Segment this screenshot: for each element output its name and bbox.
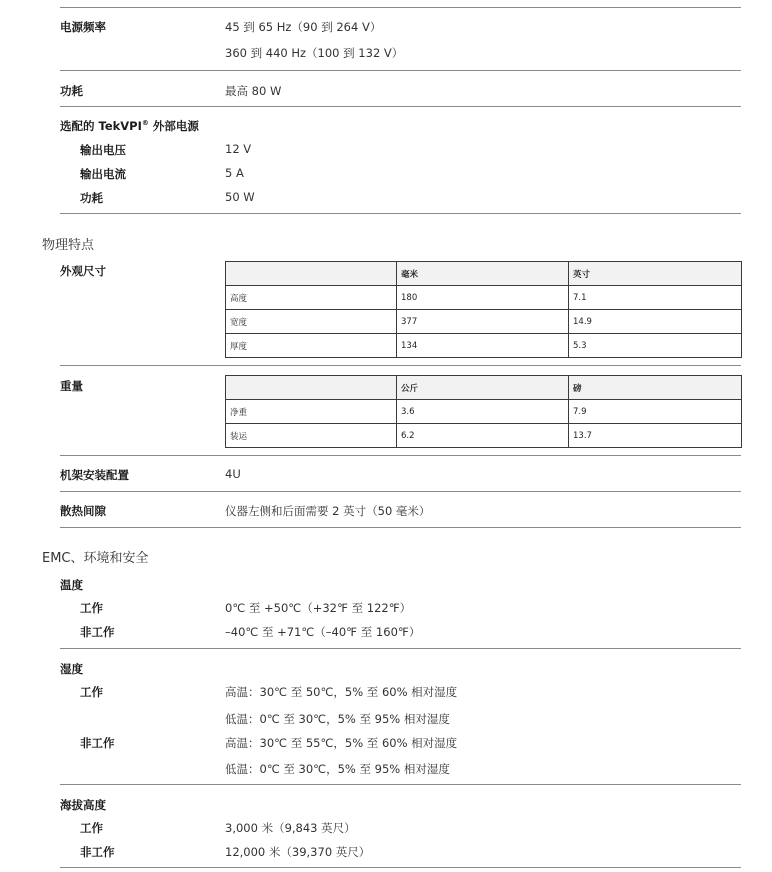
table-cell: 180 [397, 286, 569, 310]
power-frequency-value-1: 45 到 65 Hz（90 到 264 V） [225, 20, 382, 34]
table-row [226, 286, 742, 310]
table-cell: 高度 [226, 286, 397, 310]
table-header-row [226, 376, 742, 400]
hum-nonoperating-value-low: 低温：0℃ 至 30℃，5% 至 95% 相对湿度 [225, 762, 450, 776]
table-cell: 厚度 [226, 334, 397, 358]
power-frequency-label: 电源频率 [60, 20, 106, 34]
dimensions-table [225, 261, 742, 358]
alt-operating-value: 3,000 米（9,843 英尺） [225, 821, 356, 835]
table-header-cell [226, 262, 397, 286]
cooling-clearance-value: 仪器左侧和后面需要 2 英寸（50 毫米） [225, 504, 431, 518]
hum-nonoperating-label: 非工作 [80, 736, 115, 750]
table-row [226, 310, 742, 334]
table-cell: 5.3 [569, 334, 742, 358]
table-cell: 6.2 [397, 424, 569, 448]
output-current-value: 5 A [225, 166, 244, 180]
emc-heading: EMC、环境和安全 [42, 551, 149, 566]
power-consumption-label: 功耗 [60, 84, 83, 98]
output-current-label: 输出电流 [80, 167, 126, 181]
output-voltage-label: 输出电压 [80, 143, 126, 157]
alt-nonoperating-value: 12,000 米（39,370 英尺） [225, 845, 371, 859]
hum-nonoperating-value-high: 高温：30℃ 至 55℃，5% 至 60% 相对湿度 [225, 736, 458, 750]
output-voltage-value: 12 V [225, 142, 252, 156]
hum-operating-label: 工作 [80, 685, 103, 699]
power-frequency-value-2: 360 到 440 Hz（100 到 132 V） [225, 46, 404, 60]
divider [60, 455, 741, 456]
divider [60, 213, 741, 214]
table-cell: 134 [397, 334, 569, 358]
rack-config-label: 机架安装配置 [60, 468, 129, 482]
table-cell: 14.9 [569, 310, 742, 334]
temp-nonoperating-value: –40℃ 至 +71℃（–40℉ 至 160℉） [225, 625, 421, 639]
output-power-label: 功耗 [80, 191, 103, 205]
table-header-row [226, 262, 742, 286]
divider [60, 648, 741, 649]
divider [60, 527, 741, 528]
alt-operating-label: 工作 [80, 821, 103, 835]
power-consumption-value: 最高 80 W [225, 84, 282, 98]
divider [60, 7, 741, 8]
table-cell: 宽度 [226, 310, 397, 334]
altitude-label: 海拔高度 [60, 798, 106, 812]
table-header-cell: 磅 [569, 376, 742, 400]
alt-nonoperating-label: 非工作 [80, 845, 115, 859]
humidity-label: 湿度 [60, 662, 83, 676]
temp-nonoperating-label: 非工作 [80, 625, 115, 639]
divider [60, 491, 741, 492]
divider [60, 106, 741, 107]
cooling-clearance-label: 散热间隙 [60, 504, 106, 518]
table-row [226, 400, 742, 424]
tekvpi-label-suffix: 外部电源 [148, 119, 199, 133]
weight-table [225, 375, 742, 448]
hum-operating-value-low: 低温：0℃ 至 30℃，5% 至 95% 相对湿度 [225, 712, 450, 726]
table-cell: 7.1 [569, 286, 742, 310]
temp-operating-value: 0℃ 至 +50℃（+32℉ 至 122℉） [225, 601, 412, 615]
divider [60, 70, 741, 71]
table-cell: 7.9 [569, 400, 742, 424]
divider [60, 365, 741, 366]
temperature-label: 温度 [60, 578, 83, 592]
temp-operating-label: 工作 [80, 601, 103, 615]
table-cell: 13.7 [569, 424, 742, 448]
table-cell: 装运 [226, 424, 397, 448]
table-header-cell [226, 376, 397, 400]
table-cell: 净重 [226, 400, 397, 424]
physical-heading: 物理特点 [42, 238, 95, 253]
table-header-cell: 毫米 [397, 262, 569, 286]
table-cell: 377 [397, 310, 569, 334]
divider [60, 867, 741, 868]
rack-config-value: 4U [225, 467, 241, 481]
tekvpi-power-label [60, 118, 199, 134]
output-power-value: 50 W [225, 190, 255, 204]
table-cell: 3.6 [397, 400, 569, 424]
table-row [226, 424, 742, 448]
table-header-cell: 公斤 [397, 376, 569, 400]
tekvpi-label-prefix: 选配的 TekVPI [60, 119, 142, 133]
table-row [226, 334, 742, 358]
registered-mark: ® [141, 119, 149, 128]
weight-label: 重量 [60, 379, 83, 393]
divider [60, 784, 741, 785]
table-header-cell: 英寸 [569, 262, 742, 286]
dimensions-label: 外观尺寸 [60, 264, 106, 278]
hum-operating-value-high: 高温：30℃ 至 50℃，5% 至 60% 相对湿度 [225, 685, 458, 699]
